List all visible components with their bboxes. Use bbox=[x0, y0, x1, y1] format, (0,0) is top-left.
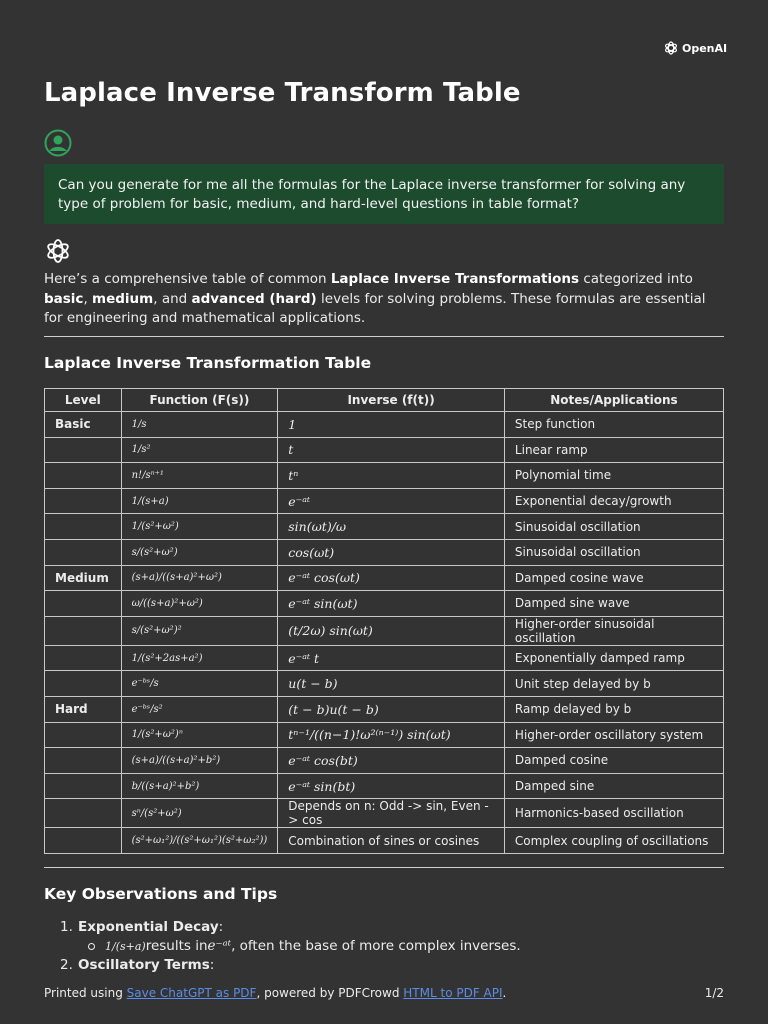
notes-cell: Complex coupling of oscillations bbox=[504, 828, 723, 854]
list-sub-item: 1/(s+a) results in e⁻ᵃᵗ , often the base of more complex inverses. bbox=[60, 937, 720, 956]
function-cell: (s²+ω₁²)/((s²+ω₁²)(s²+ω₂²)) bbox=[121, 828, 278, 854]
table-row bbox=[45, 748, 724, 774]
save-chatgpt-link[interactable]: Save ChatGPT as PDF bbox=[126, 986, 257, 1000]
level-cell bbox=[45, 437, 122, 463]
function-cell: s/(s²+ω²) bbox=[121, 539, 278, 565]
table-row bbox=[45, 773, 724, 799]
notes-cell: Sinusoidal oscillation bbox=[504, 514, 723, 540]
openai-logo-icon bbox=[663, 40, 679, 56]
inverse-cell: (t − b)u(t − b) bbox=[278, 696, 505, 722]
header-notes: Notes/Applications bbox=[504, 389, 723, 412]
inverse-cell: cos(ωt) bbox=[278, 539, 505, 565]
function-cell: (s+a)/((s+a)²+b²) bbox=[121, 748, 278, 774]
inverse-cell: tⁿ bbox=[278, 463, 505, 489]
list-item: 1. Exponential Decay: bbox=[60, 919, 224, 935]
function-cell: 1/(s²+ω²) bbox=[121, 514, 278, 540]
notes-cell: Sinusoidal oscillation bbox=[504, 539, 723, 565]
inverse-cell: e⁻ᵃᵗ cos(ωt) bbox=[278, 565, 505, 591]
table-row bbox=[45, 539, 724, 565]
level-cell bbox=[45, 514, 122, 540]
table-row bbox=[45, 412, 724, 438]
level-cell: Basic bbox=[45, 412, 122, 438]
level-cell bbox=[45, 616, 122, 645]
table-row bbox=[45, 488, 724, 514]
inverse-cell: Depends on n: Odd -> sin, Even -> cos bbox=[278, 799, 505, 828]
user-avatar-icon bbox=[44, 129, 72, 157]
notes-cell: Exponential decay/growth bbox=[504, 488, 723, 514]
inverse-cell: u(t − b) bbox=[278, 671, 505, 697]
function-cell: 1/(s²+2as+a²) bbox=[121, 645, 278, 671]
function-cell: n!/sⁿ⁺¹ bbox=[121, 463, 278, 489]
user-prompt: Can you generate for me all the formulas for the Laplace inverse transformer for solving any type of problem for basic, medium, and hard-level questions in table format? bbox=[44, 164, 724, 224]
function-cell: s/(s²+ω²)² bbox=[121, 616, 278, 645]
footer bbox=[44, 986, 724, 1000]
notes-cell: Ramp delayed by b bbox=[504, 696, 723, 722]
inverse-cell: 1 bbox=[278, 412, 505, 438]
function-cell: e⁻ᵇˢ/s bbox=[121, 671, 278, 697]
html-to-pdf-link[interactable]: HTML to PDF API bbox=[403, 986, 503, 1000]
divider bbox=[44, 867, 724, 868]
function-cell: 1/s² bbox=[121, 437, 278, 463]
header-function: Function (F(s)) bbox=[121, 389, 278, 412]
inverse-cell: (t/2ω) sin(ωt) bbox=[278, 616, 505, 645]
inverse-cell: e⁻ᵃᵗ t bbox=[278, 645, 505, 671]
notes-cell: Linear ramp bbox=[504, 437, 723, 463]
table-section-title: Laplace Inverse Transformation Table bbox=[44, 354, 372, 372]
notes-cell: Damped sine wave bbox=[504, 591, 723, 617]
inverse-cell: tⁿ⁻¹/((n−1)!ω²⁽ⁿ⁻¹⁾) sin(ωt) bbox=[278, 722, 505, 748]
intro-paragraph: Here’s a comprehensive table of common Laplace Inverse Transformations categorized into basic, medium, and advanced (hard) levels for solving problems. These formulas are essential for engineering and mathematical applications. bbox=[44, 271, 706, 326]
table-row bbox=[45, 616, 724, 645]
function-cell: sⁿ/(s²+ω²) bbox=[121, 799, 278, 828]
level-cell bbox=[45, 671, 122, 697]
level-cell bbox=[45, 645, 122, 671]
chatgpt-avatar-icon bbox=[44, 237, 72, 265]
notes-cell: Step function bbox=[504, 412, 723, 438]
inverse-cell: e⁻ᵃᵗ bbox=[278, 488, 505, 514]
list-item: 2. Oscillatory Terms: bbox=[60, 957, 215, 973]
function-cell: b/((s+a)²+b²) bbox=[121, 773, 278, 799]
inverse-cell: Combination of sines or cosines bbox=[278, 828, 505, 854]
header-inverse: Inverse (f(t)) bbox=[278, 389, 505, 412]
function-cell: ω/((s+a)²+ω²) bbox=[121, 591, 278, 617]
notes-cell: Higher-order sinusoidal oscillation bbox=[504, 616, 723, 645]
level-cell bbox=[45, 488, 122, 514]
level-cell bbox=[45, 463, 122, 489]
openai-logo bbox=[663, 40, 727, 56]
level-cell: Medium bbox=[45, 565, 122, 591]
laplace-table bbox=[44, 388, 724, 854]
table-row bbox=[45, 799, 724, 828]
level-cell bbox=[45, 828, 122, 854]
notes-cell: Damped cosine wave bbox=[504, 565, 723, 591]
tips-list bbox=[60, 918, 720, 975]
function-cell: 1/s bbox=[121, 412, 278, 438]
table-row bbox=[45, 722, 724, 748]
level-cell bbox=[45, 773, 122, 799]
divider bbox=[44, 336, 724, 337]
notes-cell: Damped cosine bbox=[504, 748, 723, 774]
inverse-cell: t bbox=[278, 437, 505, 463]
notes-cell: Polynomial time bbox=[504, 463, 723, 489]
table-row bbox=[45, 696, 724, 722]
level-cell: Hard bbox=[45, 696, 122, 722]
inverse-cell: e⁻ᵃᵗ cos(bt) bbox=[278, 748, 505, 774]
notes-cell: Exponentially damped ramp bbox=[504, 645, 723, 671]
level-cell bbox=[45, 539, 122, 565]
table-row bbox=[45, 671, 724, 697]
tips-section-title: Key Observations and Tips bbox=[44, 885, 278, 903]
openai-logo-text: OpenAI bbox=[682, 41, 728, 55]
level-cell bbox=[45, 722, 122, 748]
table-row bbox=[45, 437, 724, 463]
level-cell bbox=[45, 799, 122, 828]
function-cell: (s+a)/((s+a)²+ω²) bbox=[121, 565, 278, 591]
inverse-cell: sin(ωt)/ω bbox=[278, 514, 505, 540]
bullet-icon bbox=[88, 943, 95, 950]
table-row bbox=[45, 591, 724, 617]
function-cell: 1/(s²+ω²)ⁿ bbox=[121, 722, 278, 748]
notes-cell: Damped sine bbox=[504, 773, 723, 799]
header-level: Level bbox=[45, 389, 122, 412]
footer-credits: Printed using Save ChatGPT as PDF, powered by PDFCrowd HTML to PDF API. bbox=[44, 986, 507, 1000]
level-cell bbox=[45, 748, 122, 774]
page-number: 1/2 bbox=[704, 986, 724, 1000]
function-cell: e⁻ᵇˢ/s² bbox=[121, 696, 278, 722]
notes-cell: Higher-order oscillatory system bbox=[504, 722, 723, 748]
inverse-cell: e⁻ᵃᵗ sin(bt) bbox=[278, 773, 505, 799]
function-cell: 1/(s+a) bbox=[121, 488, 278, 514]
notes-cell: Harmonics-based oscillation bbox=[504, 799, 723, 828]
table-row bbox=[45, 828, 724, 854]
inverse-cell: e⁻ᵃᵗ sin(ωt) bbox=[278, 591, 505, 617]
table-body bbox=[45, 412, 724, 854]
table-row bbox=[45, 463, 724, 489]
notes-cell: Unit step delayed by b bbox=[504, 671, 723, 697]
page-title: Laplace Inverse Transform Table bbox=[44, 78, 521, 108]
table-row bbox=[45, 645, 724, 671]
table-header-row bbox=[45, 389, 724, 412]
level-cell bbox=[45, 591, 122, 617]
table-row bbox=[45, 514, 724, 540]
table-row bbox=[45, 565, 724, 591]
